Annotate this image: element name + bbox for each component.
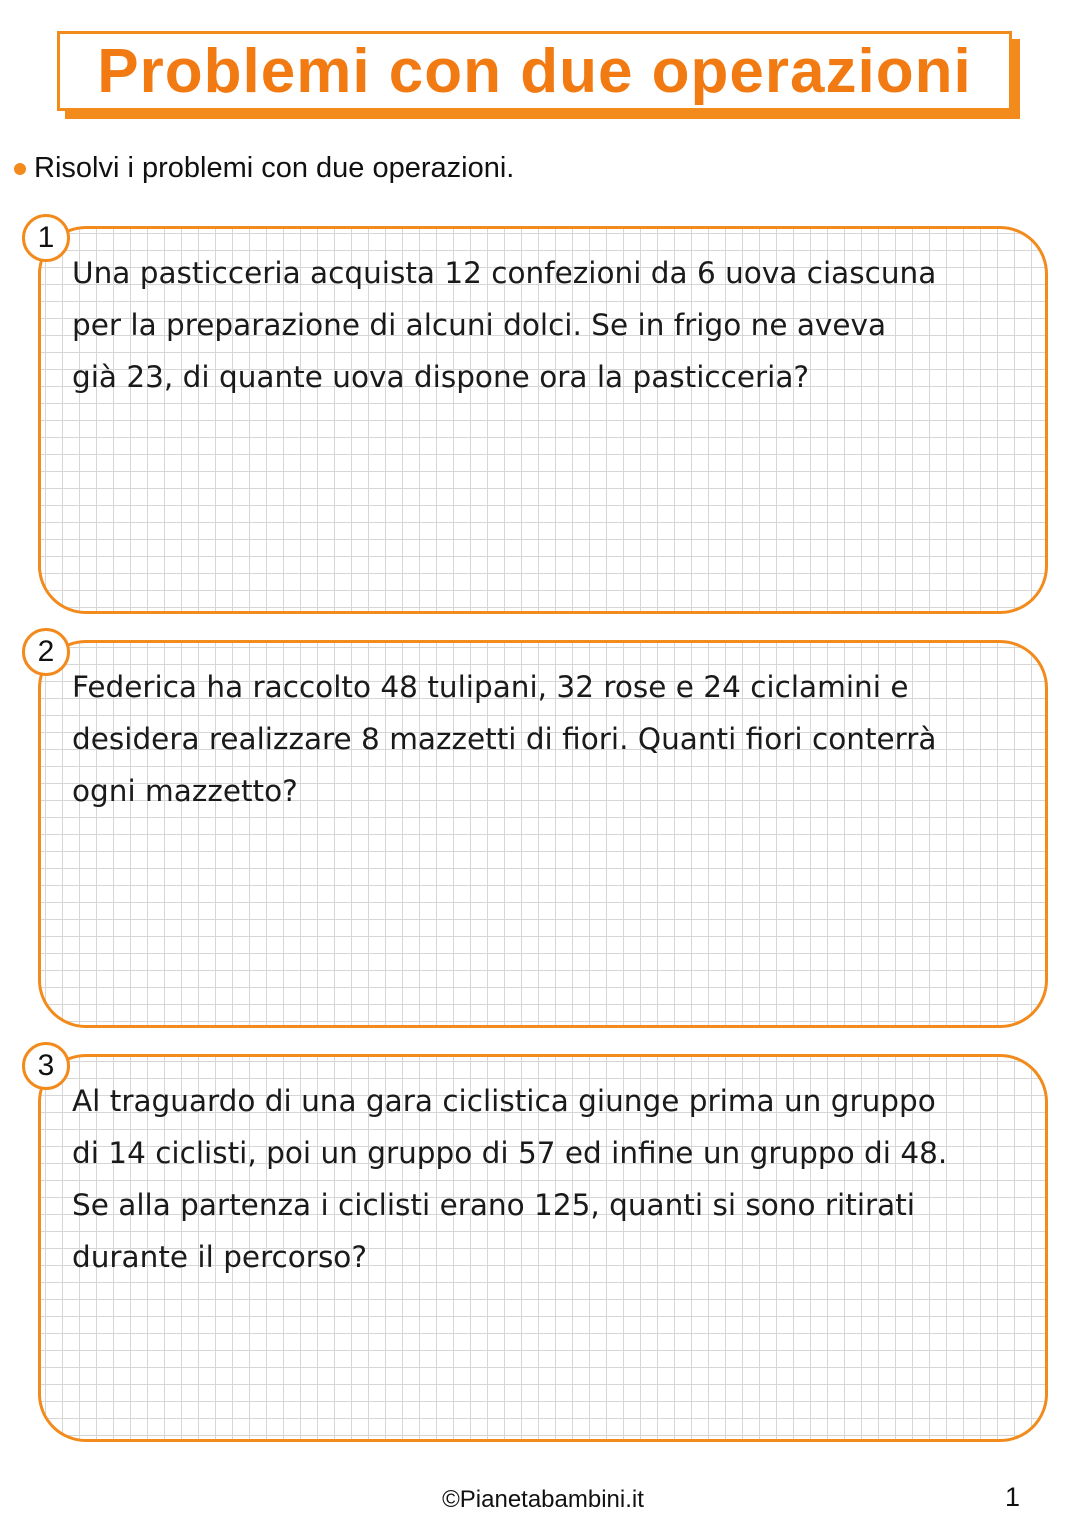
problem-box-3 <box>38 1054 1048 1442</box>
problem-text: Una pasticceria acquista 12 confezioni da 6 uova ciascuna per la preparazione di alcuni dolci. Se in frigo ne aveva già 23, di quante uova dispone ora la pasticceria? <box>72 256 937 394</box>
instruction-text: Risolvi i problemi con due operazioni. <box>34 152 515 184</box>
page-title: Problemi con due operazioni <box>97 36 972 106</box>
instruction <box>14 152 514 185</box>
problem-number-badge: 2 <box>22 628 70 676</box>
problem-text: Al traguardo di una gara ciclistica giunge prima un gruppo di 14 ciclisti, poi un gruppo di 57 ed infine un gruppo di 48. Se alla partenza i ciclisti erano 125, quanti si sono ritirati durante il percorso? <box>72 1084 948 1274</box>
problem-box-1 <box>38 226 1048 614</box>
problem-number-badge: 3 <box>22 1042 70 1090</box>
bullet-icon <box>14 163 26 175</box>
footer-credit[interactable]: ©Pianetabambini.it <box>442 1486 644 1513</box>
problem-box-2 <box>38 640 1048 1028</box>
page-number: 1 <box>1005 1482 1021 1512</box>
title-box <box>57 31 1012 111</box>
problem-text: Federica ha raccolto 48 tulipani, 32 rose e 24 ciclamini e desidera realizzare 8 mazzetti di fiori. Quanti fiori conterrà ogni mazzetto? <box>72 670 937 808</box>
problem-number-badge: 1 <box>22 214 70 262</box>
